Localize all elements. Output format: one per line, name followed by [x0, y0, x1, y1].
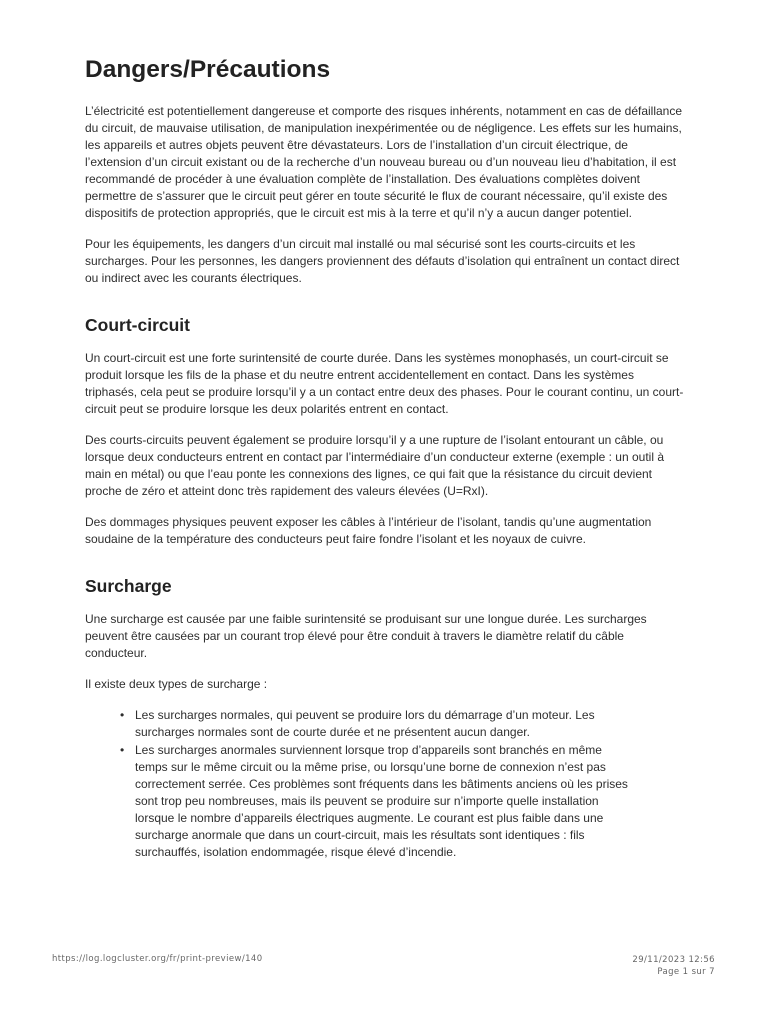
- document-page: [85, 54, 685, 862]
- footer-datetime: 29/11/2023 12:56: [632, 955, 715, 965]
- footer-meta: [632, 954, 715, 978]
- page-title: Dangers/Précautions: [85, 56, 331, 83]
- section-heading-surcharge: Surcharge: [85, 576, 172, 596]
- court-circuit-paragraph-1: Un court-circuit est une forte surintensité de courte durée. Dans les systèmes monophasés, un court-circuit se produit lorsque les fils de la phase et du neutre entrent accidentellement en contact. Dans les systèmes triphasés, cela peut se produire lorsqu’il y a un contact entre deux des phases. Pour le courant continu, un court-circuit peut se produire lorsque les deux polarités entrent en contact.: [85, 351, 684, 416]
- list-item: [120, 707, 630, 741]
- list-item: [120, 742, 630, 861]
- surcharge-paragraph-2: Il existe deux types de surcharge :: [85, 677, 268, 691]
- surcharge-types-list: [85, 707, 685, 861]
- footer-url[interactable]: https://log.logcluster.org/fr/print-preview/140: [52, 954, 263, 964]
- intro-paragraph-1: L’électricité est potentiellement dangereuse et comporte des risques inhérents, notamment en cas de défaillance du circuit, de mauvaise utilisation, de manipulation inexpérimentée ou de négligence. Les effets sur les humains, les appareils et autres objets peuvent être dévastateurs. Lors de l’installation d’un circuit électrique, de l’extension d’un circuit existant ou de la recherche d’un nouveau bureau ou d’un nouveau lieu d’habitation, il est recommandé de procéder à une évaluation complète de l’installation. Des évaluations complètes doivent permettre de s’assurer que le circuit peut gérer en toute sécurité le flux de courant nécessaire, qu’il existe des dispositifs de protection appropriés, que le circuit est mis à la terre et qu’il n’y a aucun danger potentiel.: [85, 104, 683, 220]
- court-circuit-paragraph-2: Des courts-circuits peuvent également se produire lorsqu’il y a une rupture de l’isolant entourant un câble, ou lorsque deux conducteurs entrent en contact par l’intermédiaire d’un conducteur externe (exemple : un outil à main en métal) ou que l’eau ponte les connexions des lignes, ce qui fait que la résistance du circuit devient proche de zéro et atteint donc très rapidement des valeurs élevées (U=RxI).: [85, 433, 665, 498]
- bullet-icon: •: [120, 743, 125, 757]
- footer-page-number: Page 1 sur 7: [657, 967, 715, 977]
- list-item-text: Les surcharges normales, qui peuvent se produire lors du démarrage d’un moteur. Les surcharges normales sont de courte durée et ne présentent aucun danger.: [135, 708, 595, 739]
- list-item-text: Les surcharges anormales surviennent lorsque trop d’appareils sont branchés en même temps sur le même circuit ou la même prise, ou lorsqu’une borne de connexion n’est pas correctement serrée. Ces problèmes sont fréquents dans les bâtiments anciens où les prises sont trop peu nombreuses, mais ils peuvent se produire sur n’importe quelle installation lorsque le nombre d’appareils électriques augmente. Le courant est plus faible dans une surcharge anormale que dans un court-circuit, mais les résultats sont identiques : fils surchauffés, isolation endommagée, risque élevé d’incendie.: [135, 743, 628, 859]
- intro-paragraph-2: Pour les équipements, les dangers d’un circuit mal installé ou mal sécurisé sont les courts-circuits et les surcharges. Pour les personnes, les dangers proviennent des défauts d’isolation qui entraînent un contact direct ou indirect avec les courants électriques.: [85, 237, 680, 285]
- surcharge-paragraph-1: Une surcharge est causée par une faible surintensité se produisant sur une longue durée. Les surcharges peuvent être causées par un courant trop élevé pour être conduit à travers le diamètre relatif du câble conducteur.: [85, 612, 647, 660]
- bullet-icon: •: [120, 708, 125, 722]
- section-heading-court-circuit: Court-circuit: [85, 315, 190, 335]
- court-circuit-paragraph-3: Des dommages physiques peuvent exposer les câbles à l’intérieur de l’isolant, tandis qu’une augmentation soudaine de la température des conducteurs peut faire fondre l’isolant et les noyaux de cuivre.: [85, 515, 652, 546]
